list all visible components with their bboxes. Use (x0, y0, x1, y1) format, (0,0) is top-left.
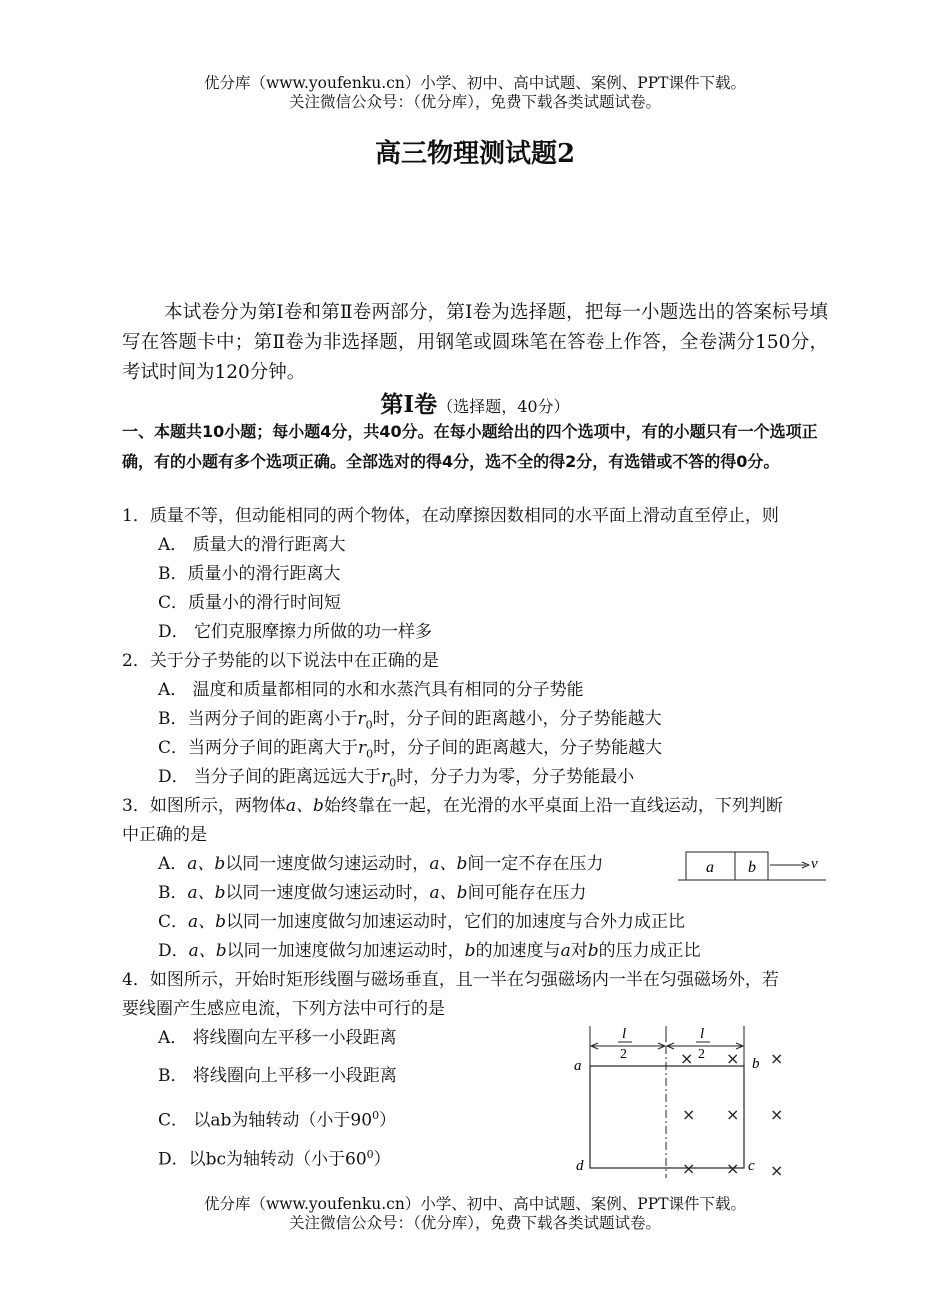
q2-option-b: B．当两分子间的距离小于$r_0$时，分子间的距离越小，分子势能越大 (158, 709, 662, 732)
q3-stem-line1: 3．如图所示，两物体a、b始终靠在一起，在光滑的水平桌面上沿一直线运动，下列判断 (122, 796, 783, 816)
box-b-label: b (748, 859, 756, 876)
q4-option-c: C． 以ab为轴转动（小于$90^0$） (158, 1109, 397, 1131)
q2-option-c: C．当两分子间的距离大于$r_0$时，分子间的距离越大，分子势能越大 (158, 738, 663, 761)
dim-left-2: 2 (620, 1047, 627, 1062)
section-name: 第Ⅰ卷 (380, 391, 438, 418)
q2-option-d: D． 当分子间的距离远远大于$r_0$时，分子力为零，分子势能最小 (158, 767, 635, 790)
field-cross: × (770, 1049, 784, 1068)
intro-paragraph: 本试卷分为第Ⅰ卷和第Ⅱ卷两部分，第Ⅰ卷为选择题，把每一小题选出的答案标号填写在答题卡中；第Ⅱ卷为非选择题，用钢笔或圆珠笔在答卷上作答，全卷满分150分，考试时间为120分钟。 (122, 302, 828, 383)
section-note: （选择题，40分） (437, 397, 570, 416)
q1-option-b: B．质量小的滑行距离大 (158, 564, 341, 584)
q4-option-b: B． 将线圈向上平移一小段距离 (158, 1066, 397, 1086)
field-cross: × (770, 1105, 784, 1124)
header-line-1: 优分库（www.youfenku.cn）小学、初中、高中试题、案例、PPT课件下载。 (203, 74, 747, 92)
page-title: 高三物理测试题2 (374, 139, 576, 169)
q1-option-d: D． 它们克服摩擦力所做的功一样多 (158, 622, 433, 642)
field-cross: × (770, 1161, 784, 1180)
q4-figure (566, 1022, 796, 1180)
corner-d: d (576, 1158, 584, 1174)
corner-c: c (748, 1158, 755, 1174)
q2-option-a: A． 温度和质量都相同的水和水蒸汽具有相同的分子势能 (158, 680, 584, 700)
instructions: 一、本题共10小题；每小题4分，共40分。在每小题给出的四个选项中，有的小题只有一个选项正确，有的小题有多个选项正确。全部选对的得4分，选不全的得2分，有选错或不答的得0分。 (122, 422, 818, 471)
q4-stem-line1: 4．如图所示，开始时矩形线圈与磁场垂直，且一半在匀强磁场内一半在匀强磁场外，若 (122, 970, 779, 990)
field-cross: × (726, 1049, 740, 1068)
q1-option-a: A． 质量大的滑行距离大 (158, 535, 346, 555)
q3-figure (678, 848, 828, 884)
section-heading (0, 386, 950, 419)
field-cross: × (682, 1105, 696, 1124)
field-cross: × (680, 1049, 694, 1068)
q3-option-d: D．a、b以同一加速度做匀加速运动时，b的加速度与a对b的压力成正比 (158, 941, 701, 961)
box-a-label: a (706, 859, 714, 876)
field-cross: × (726, 1105, 740, 1124)
q3-option-b: B．a、b以同一速度做匀速运动时，a、b间可能存在压力 (158, 883, 587, 903)
q2-stem: 2．关于分子势能的以下说法中在正确的是 (122, 651, 439, 671)
dim-right-2: 2 (698, 1047, 705, 1062)
dim-right-l: l (700, 1026, 705, 1042)
footer-line-2: 关注微信公众号：（优分库），免费下载各类试题试卷。 (288, 1214, 661, 1232)
q4-option-d: D．以bc为轴转动（小于$60^0$） (158, 1148, 391, 1170)
velocity-label: v (811, 856, 818, 872)
q3-option-c: C．a、b以同一加速度做匀加速运动时，它们的加速度与合外力成正比 (158, 912, 686, 932)
q4-option-a: A． 将线圈向左平移一小段距离 (158, 1028, 397, 1048)
field-cross: × (682, 1159, 696, 1178)
header-line-2: 关注微信公众号：（优分库），免费下载各类试题试卷。 (288, 93, 661, 111)
q4-stem-line2: 要线圈产生感应电流，下列方法中可行的是 (122, 999, 445, 1019)
q3-option-a: A．a、b以同一速度做匀速运动时，a、b间一定不存在压力 (158, 854, 604, 874)
corner-b: b (752, 1056, 760, 1072)
q1-stem: 1．质量不等，但动能相同的两个物体，在动摩擦因数相同的水平面上滑动直至停止，则 (122, 506, 779, 526)
dim-left-l: l (622, 1026, 627, 1042)
footer-line-1: 优分库（www.youfenku.cn）小学、初中、高中试题、案例、PPT课件下载。 (203, 1195, 747, 1213)
q3-stem-line2: 中正确的是 (122, 825, 207, 845)
corner-a: a (574, 1058, 582, 1074)
field-cross: × (726, 1159, 740, 1178)
q1-option-c: C．质量小的滑行时间短 (158, 593, 342, 613)
coil-rectangle (590, 1066, 744, 1168)
